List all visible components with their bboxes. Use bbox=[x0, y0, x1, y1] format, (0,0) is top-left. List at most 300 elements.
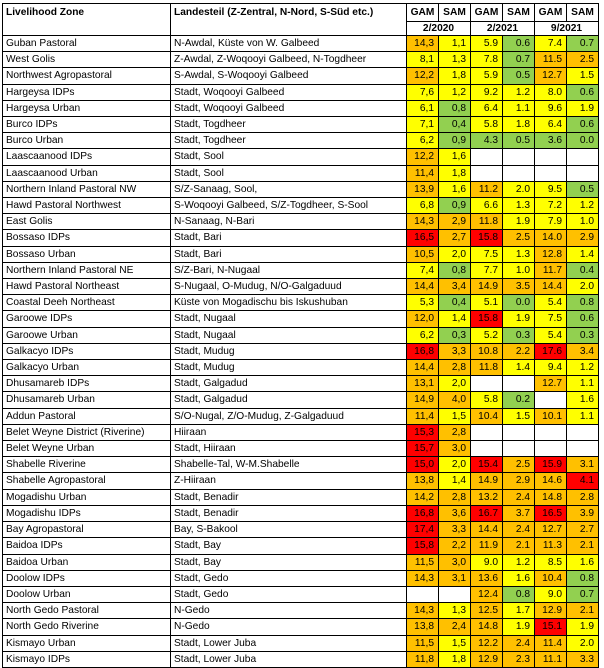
sam-2020-cell: 2,0 bbox=[439, 376, 471, 392]
sam-2020-cell: 2,7 bbox=[439, 230, 471, 246]
zone-cell: Hawd Pastoral Northwest bbox=[3, 198, 171, 214]
sam-2020-cell: 2,8 bbox=[439, 360, 471, 376]
sam-feb2021-cell: 2.5 bbox=[503, 457, 535, 473]
gam-feb2021-cell bbox=[471, 424, 503, 440]
sam-2020-cell: 4,0 bbox=[439, 392, 471, 408]
sam-feb2021-cell: 2.2 bbox=[503, 343, 535, 359]
region-cell: Hiiraan bbox=[171, 424, 407, 440]
zone-cell: Belet Weyne District (Riverine) bbox=[3, 424, 171, 440]
region-cell: Stadt, Mudug bbox=[171, 343, 407, 359]
sam-sep2021-cell: 2.9 bbox=[567, 230, 599, 246]
gam-2020-cell: 16,8 bbox=[407, 343, 439, 359]
gam-2020-cell: 14,3 bbox=[407, 36, 439, 52]
table-row bbox=[3, 246, 599, 262]
gam-sep2021-cell: 17.6 bbox=[535, 343, 567, 359]
gam-2020-cell: 16,5 bbox=[407, 230, 439, 246]
sam-feb2021-cell: 1.3 bbox=[503, 198, 535, 214]
zone-cell: Addun Pastoral bbox=[3, 408, 171, 424]
zone-cell: Hawd Pastoral Northeast bbox=[3, 279, 171, 295]
gam-feb2021-cell: 12.5 bbox=[471, 603, 503, 619]
zone-cell: Doolow Urban bbox=[3, 586, 171, 602]
region-cell: Shabelle-Tal, W-M.Shabelle bbox=[171, 457, 407, 473]
gam-2020-cell bbox=[407, 586, 439, 602]
gam-2020-cell: 6,1 bbox=[407, 100, 439, 116]
sam-2020-cell: 1,3 bbox=[439, 52, 471, 68]
sam-2020-cell: 1,8 bbox=[439, 165, 471, 181]
sam-sep2021-cell: 0.6 bbox=[567, 311, 599, 327]
sam-feb2021-cell: 1.8 bbox=[503, 117, 535, 133]
sam-feb2021-cell: 1.5 bbox=[503, 408, 535, 424]
region-cell: Stadt, Benadir bbox=[171, 505, 407, 521]
header-gam-1: GAM bbox=[407, 4, 439, 22]
gam-feb2021-cell: 7.8 bbox=[471, 52, 503, 68]
region-cell: Stadt, Sool bbox=[171, 149, 407, 165]
region-cell: Z-Hiiraan bbox=[171, 473, 407, 489]
sam-feb2021-cell: 0.5 bbox=[503, 68, 535, 84]
gam-feb2021-cell bbox=[471, 441, 503, 457]
region-cell: Stadt, Togdheer bbox=[171, 133, 407, 149]
sam-2020-cell: 1,8 bbox=[439, 68, 471, 84]
sam-sep2021-cell: 2.5 bbox=[567, 52, 599, 68]
gam-feb2021-cell: 11.8 bbox=[471, 214, 503, 230]
sam-2020-cell: 0,8 bbox=[439, 100, 471, 116]
table-row bbox=[3, 586, 599, 602]
sam-sep2021-cell bbox=[567, 424, 599, 440]
zone-cell: Shabelle Agropastoral bbox=[3, 473, 171, 489]
gam-2020-cell: 13,9 bbox=[407, 181, 439, 197]
sam-2020-cell: 1,6 bbox=[439, 181, 471, 197]
gam-sep2021-cell: 7.4 bbox=[535, 36, 567, 52]
table-row bbox=[3, 651, 599, 667]
sam-2020-cell: 2,8 bbox=[439, 489, 471, 505]
sam-sep2021-cell: 2.7 bbox=[567, 522, 599, 538]
sam-2020-cell: 3,1 bbox=[439, 570, 471, 586]
gam-sep2021-cell: 12.8 bbox=[535, 246, 567, 262]
sam-sep2021-cell: 3.3 bbox=[567, 651, 599, 667]
zone-cell: Shabelle Riverine bbox=[3, 457, 171, 473]
region-cell: Stadt, Bari bbox=[171, 230, 407, 246]
gam-sep2021-cell bbox=[535, 424, 567, 440]
sam-feb2021-cell bbox=[503, 165, 535, 181]
gam-sep2021-cell: 11.1 bbox=[535, 651, 567, 667]
sam-sep2021-cell bbox=[567, 441, 599, 457]
gam-feb2021-cell: 14.9 bbox=[471, 279, 503, 295]
gam-feb2021-cell bbox=[471, 376, 503, 392]
header-gam-2: GAM bbox=[471, 4, 503, 22]
gam-sep2021-cell: 12.7 bbox=[535, 68, 567, 84]
table-row bbox=[3, 635, 599, 651]
sam-2020-cell: 3,4 bbox=[439, 279, 471, 295]
table-row bbox=[3, 538, 599, 554]
gam-sep2021-cell: 8.0 bbox=[535, 84, 567, 100]
sam-sep2021-cell: 3.4 bbox=[567, 343, 599, 359]
gam-sep2021-cell: 14.0 bbox=[535, 230, 567, 246]
gam-2020-cell: 14,2 bbox=[407, 489, 439, 505]
gam-feb2021-cell: 13.6 bbox=[471, 570, 503, 586]
gam-2020-cell: 13,8 bbox=[407, 619, 439, 635]
sam-feb2021-cell: 2.4 bbox=[503, 522, 535, 538]
gam-sep2021-cell: 9.0 bbox=[535, 586, 567, 602]
region-cell: Bay, S-Bakool bbox=[171, 522, 407, 538]
gam-sep2021-cell: 12.9 bbox=[535, 603, 567, 619]
table-row bbox=[3, 262, 599, 278]
gam-sep2021-cell: 11.4 bbox=[535, 635, 567, 651]
gam-2020-cell: 6,8 bbox=[407, 198, 439, 214]
sam-feb2021-cell: 2.9 bbox=[503, 473, 535, 489]
gam-2020-cell: 6,2 bbox=[407, 133, 439, 149]
gam-2020-cell: 14,3 bbox=[407, 570, 439, 586]
sam-2020-cell: 3,0 bbox=[439, 441, 471, 457]
sam-feb2021-cell: 3.7 bbox=[503, 505, 535, 521]
sam-feb2021-cell: 1.9 bbox=[503, 311, 535, 327]
sam-sep2021-cell: 0.8 bbox=[567, 295, 599, 311]
gam-sep2021-cell: 14.8 bbox=[535, 489, 567, 505]
sam-2020-cell: 0,8 bbox=[439, 262, 471, 278]
zone-cell: Laascaanood Urban bbox=[3, 165, 171, 181]
sam-2020-cell: 1,4 bbox=[439, 473, 471, 489]
sam-sep2021-cell: 0.4 bbox=[567, 262, 599, 278]
sam-2020-cell bbox=[439, 586, 471, 602]
sam-2020-cell: 2,0 bbox=[439, 246, 471, 262]
zone-cell: Mogadishu Urban bbox=[3, 489, 171, 505]
header-gam-3: GAM bbox=[535, 4, 567, 22]
sam-feb2021-cell: 1.0 bbox=[503, 262, 535, 278]
header-sam-3: SAM bbox=[567, 4, 599, 22]
table-row bbox=[3, 52, 599, 68]
table-row bbox=[3, 230, 599, 246]
region-cell: Stadt, Mudug bbox=[171, 360, 407, 376]
region-cell: Stadt, Togdheer bbox=[171, 117, 407, 133]
zone-cell: North Gedo Riverine bbox=[3, 619, 171, 635]
gam-feb2021-cell: 11.2 bbox=[471, 181, 503, 197]
table-row bbox=[3, 214, 599, 230]
gam-feb2021-cell bbox=[471, 149, 503, 165]
header-period-2: 2/2021 bbox=[471, 22, 535, 36]
sam-sep2021-cell: 0.0 bbox=[567, 133, 599, 149]
gam-2020-cell: 11,4 bbox=[407, 408, 439, 424]
gam-2020-cell: 14,9 bbox=[407, 392, 439, 408]
gam-feb2021-cell: 7.7 bbox=[471, 262, 503, 278]
sam-2020-cell: 3,3 bbox=[439, 522, 471, 538]
sam-sep2021-cell: 2.8 bbox=[567, 489, 599, 505]
header-sam-1: SAM bbox=[439, 4, 471, 22]
sam-sep2021-cell: 0.5 bbox=[567, 181, 599, 197]
sam-feb2021-cell: 2.3 bbox=[503, 651, 535, 667]
table-row bbox=[3, 441, 599, 457]
header-zone: Livelihood Zone bbox=[3, 4, 171, 36]
table-row bbox=[3, 457, 599, 473]
region-cell: N-Gedo bbox=[171, 603, 407, 619]
sam-feb2021-cell: 2.0 bbox=[503, 181, 535, 197]
gam-2020-cell: 5,3 bbox=[407, 295, 439, 311]
region-cell: Stadt, Nugaal bbox=[171, 327, 407, 343]
gam-sep2021-cell: 7.2 bbox=[535, 198, 567, 214]
gam-feb2021-cell: 14.8 bbox=[471, 619, 503, 635]
gam-2020-cell: 14,3 bbox=[407, 603, 439, 619]
table-row bbox=[3, 68, 599, 84]
sam-2020-cell: 1,1 bbox=[439, 36, 471, 52]
sam-2020-cell: 3,0 bbox=[439, 554, 471, 570]
sam-sep2021-cell: 2.1 bbox=[567, 538, 599, 554]
sam-feb2021-cell: 0.3 bbox=[503, 327, 535, 343]
zone-cell: Baidoa Urban bbox=[3, 554, 171, 570]
gam-2020-cell: 12,2 bbox=[407, 149, 439, 165]
gam-2020-cell: 13,8 bbox=[407, 473, 439, 489]
sam-sep2021-cell: 0.6 bbox=[567, 117, 599, 133]
header-period-3: 9/2021 bbox=[535, 22, 599, 36]
table-row bbox=[3, 360, 599, 376]
sam-2020-cell: 1,5 bbox=[439, 635, 471, 651]
table-row bbox=[3, 100, 599, 116]
gam-sep2021-cell: 3.6 bbox=[535, 133, 567, 149]
zone-cell: Hargeysa IDPs bbox=[3, 84, 171, 100]
sam-feb2021-cell: 0.2 bbox=[503, 392, 535, 408]
gam-2020-cell: 11,4 bbox=[407, 165, 439, 181]
sam-sep2021-cell: 1.5 bbox=[567, 68, 599, 84]
region-cell: S-Nugaal, O-Mudug, N/O-Galgaduud bbox=[171, 279, 407, 295]
sam-feb2021-cell: 0.5 bbox=[503, 133, 535, 149]
gam-2020-cell: 12,0 bbox=[407, 311, 439, 327]
region-cell: Stadt, Hiiraan bbox=[171, 441, 407, 457]
gam-sep2021-cell: 15.9 bbox=[535, 457, 567, 473]
zone-cell: Baidoa IDPs bbox=[3, 538, 171, 554]
sam-feb2021-cell: 0.6 bbox=[503, 36, 535, 52]
gam-feb2021-cell: 5.9 bbox=[471, 68, 503, 84]
gam-2020-cell: 8,1 bbox=[407, 52, 439, 68]
table-row bbox=[3, 36, 599, 52]
zone-cell: West Golis bbox=[3, 52, 171, 68]
gam-2020-cell: 14,3 bbox=[407, 214, 439, 230]
gam-feb2021-cell: 12.9 bbox=[471, 651, 503, 667]
sam-feb2021-cell: 0.8 bbox=[503, 586, 535, 602]
sam-sep2021-cell: 1.2 bbox=[567, 198, 599, 214]
sam-2020-cell: 3,6 bbox=[439, 505, 471, 521]
zone-cell: Galkacyo Urban bbox=[3, 360, 171, 376]
sam-feb2021-cell: 2.5 bbox=[503, 230, 535, 246]
region-cell: Stadt, Benadir bbox=[171, 489, 407, 505]
header-sam-2: SAM bbox=[503, 4, 535, 22]
gam-sep2021-cell: 15.1 bbox=[535, 619, 567, 635]
gam-sep2021-cell: 11.5 bbox=[535, 52, 567, 68]
gam-feb2021-cell: 14.9 bbox=[471, 473, 503, 489]
gam-sep2021-cell: 11.7 bbox=[535, 262, 567, 278]
zone-cell: Doolow IDPs bbox=[3, 570, 171, 586]
sam-2020-cell: 0,4 bbox=[439, 117, 471, 133]
zone-cell: Garoowe IDPs bbox=[3, 311, 171, 327]
sam-2020-cell: 0,9 bbox=[439, 133, 471, 149]
gam-sep2021-cell: 14.4 bbox=[535, 279, 567, 295]
table-row bbox=[3, 165, 599, 181]
gam-sep2021-cell: 11.3 bbox=[535, 538, 567, 554]
gam-2020-cell: 6,2 bbox=[407, 327, 439, 343]
sam-feb2021-cell: 1.1 bbox=[503, 100, 535, 116]
table-row bbox=[3, 376, 599, 392]
region-cell: Stadt, Gedo bbox=[171, 570, 407, 586]
gam-sep2021-cell bbox=[535, 441, 567, 457]
table-row bbox=[3, 84, 599, 100]
sam-sep2021-cell: 0.8 bbox=[567, 570, 599, 586]
zone-cell: East Golis bbox=[3, 214, 171, 230]
gam-sep2021-cell: 8.5 bbox=[535, 554, 567, 570]
sam-sep2021-cell: 1.9 bbox=[567, 619, 599, 635]
gam-2020-cell: 14,4 bbox=[407, 279, 439, 295]
zone-cell: Laascaanood IDPs bbox=[3, 149, 171, 165]
gam-2020-cell: 10,5 bbox=[407, 246, 439, 262]
gam-feb2021-cell: 9.2 bbox=[471, 84, 503, 100]
gam-sep2021-cell: 14.6 bbox=[535, 473, 567, 489]
sam-sep2021-cell: 4.1 bbox=[567, 473, 599, 489]
gam-sep2021-cell: 16.5 bbox=[535, 505, 567, 521]
table-row bbox=[3, 505, 599, 521]
table-row bbox=[3, 133, 599, 149]
region-cell: N-Gedo bbox=[171, 619, 407, 635]
sam-feb2021-cell: 1.9 bbox=[503, 619, 535, 635]
table-row bbox=[3, 554, 599, 570]
gam-2020-cell: 15,0 bbox=[407, 457, 439, 473]
gam-feb2021-cell: 12.2 bbox=[471, 635, 503, 651]
table-row bbox=[3, 489, 599, 505]
sam-sep2021-cell: 1.6 bbox=[567, 392, 599, 408]
sam-sep2021-cell: 1.1 bbox=[567, 376, 599, 392]
gam-2020-cell: 11,8 bbox=[407, 651, 439, 667]
sam-feb2021-cell bbox=[503, 376, 535, 392]
gam-feb2021-cell: 5.8 bbox=[471, 117, 503, 133]
gam-2020-cell: 15,3 bbox=[407, 424, 439, 440]
sam-2020-cell: 0,3 bbox=[439, 327, 471, 343]
zone-cell: Mogadishu IDPs bbox=[3, 505, 171, 521]
sam-2020-cell: 1,4 bbox=[439, 311, 471, 327]
region-cell: N-Awdal, Küste von W. Galbeed bbox=[171, 36, 407, 52]
gam-sep2021-cell: 9.6 bbox=[535, 100, 567, 116]
gam-sep2021-cell: 7.9 bbox=[535, 214, 567, 230]
sam-sep2021-cell: 1.4 bbox=[567, 246, 599, 262]
sam-sep2021-cell: 1.1 bbox=[567, 408, 599, 424]
table-row bbox=[3, 522, 599, 538]
header-period-1: 2/2020 bbox=[407, 22, 471, 36]
table-row bbox=[3, 181, 599, 197]
region-cell: Küste von Mogadischu bis Iskushuban bbox=[171, 295, 407, 311]
region-cell: S-Awdal, S-Woqooyi Galbeed bbox=[171, 68, 407, 84]
sam-sep2021-cell: 1.2 bbox=[567, 360, 599, 376]
zone-cell: Belet Weyne Urban bbox=[3, 441, 171, 457]
sam-feb2021-cell: 0.0 bbox=[503, 295, 535, 311]
gam-feb2021-cell: 16.7 bbox=[471, 505, 503, 521]
sam-2020-cell: 1,5 bbox=[439, 408, 471, 424]
sam-sep2021-cell: 2.0 bbox=[567, 635, 599, 651]
region-cell: Stadt, Nugaal bbox=[171, 311, 407, 327]
sam-2020-cell: 0,4 bbox=[439, 295, 471, 311]
table-row bbox=[3, 473, 599, 489]
sam-feb2021-cell bbox=[503, 149, 535, 165]
gam-2020-cell: 7,6 bbox=[407, 84, 439, 100]
zone-cell: Dhusamareb Urban bbox=[3, 392, 171, 408]
gam-2020-cell: 7,1 bbox=[407, 117, 439, 133]
gam-sep2021-cell bbox=[535, 149, 567, 165]
region-cell: Stadt, Sool bbox=[171, 165, 407, 181]
table-row bbox=[3, 343, 599, 359]
gam-2020-cell: 16,8 bbox=[407, 505, 439, 521]
gam-feb2021-cell: 15.4 bbox=[471, 457, 503, 473]
region-cell: Stadt, Galgadud bbox=[171, 392, 407, 408]
gam-feb2021-cell: 5.1 bbox=[471, 295, 503, 311]
region-cell: Stadt, Woqooyi Galbeed bbox=[171, 84, 407, 100]
zone-cell: Bay Agropastoral bbox=[3, 522, 171, 538]
gam-feb2021-cell: 12.4 bbox=[471, 586, 503, 602]
sam-sep2021-cell: 0.3 bbox=[567, 327, 599, 343]
sam-sep2021-cell: 1.6 bbox=[567, 554, 599, 570]
gam-2020-cell: 15,7 bbox=[407, 441, 439, 457]
gam-2020-cell: 7,4 bbox=[407, 262, 439, 278]
region-cell: Stadt, Galgadud bbox=[171, 376, 407, 392]
gam-feb2021-cell: 13.2 bbox=[471, 489, 503, 505]
sam-sep2021-cell: 1.0 bbox=[567, 214, 599, 230]
region-cell: Stadt, Bari bbox=[171, 246, 407, 262]
sam-2020-cell: 2,4 bbox=[439, 619, 471, 635]
gam-feb2021-cell: 5.2 bbox=[471, 327, 503, 343]
zone-cell: Bossaso IDPs bbox=[3, 230, 171, 246]
table-row bbox=[3, 603, 599, 619]
region-cell: Stadt, Bay bbox=[171, 538, 407, 554]
table-row bbox=[3, 408, 599, 424]
sam-feb2021-cell: 3.5 bbox=[503, 279, 535, 295]
sam-feb2021-cell bbox=[503, 424, 535, 440]
region-cell: S/O-Nugal, Z/O-Mudug, Z-Galgaduud bbox=[171, 408, 407, 424]
gam-feb2021-cell: 6.6 bbox=[471, 198, 503, 214]
sam-feb2021-cell: 1.4 bbox=[503, 360, 535, 376]
gam-2020-cell: 15,8 bbox=[407, 538, 439, 554]
sam-feb2021-cell: 1.6 bbox=[503, 570, 535, 586]
zone-cell: Northern Inland Pastoral NE bbox=[3, 262, 171, 278]
gam-sep2021-cell bbox=[535, 392, 567, 408]
region-cell: Stadt, Lower Juba bbox=[171, 651, 407, 667]
sam-2020-cell: 2,0 bbox=[439, 457, 471, 473]
gam-feb2021-cell: 7.5 bbox=[471, 246, 503, 262]
region-cell: N-Sanaag, N-Bari bbox=[171, 214, 407, 230]
zone-cell: Burco Urban bbox=[3, 133, 171, 149]
gam-2020-cell: 11,5 bbox=[407, 635, 439, 651]
gam-feb2021-cell: 6.4 bbox=[471, 100, 503, 116]
sam-sep2021-cell: 1.9 bbox=[567, 100, 599, 116]
gam-sep2021-cell: 6.4 bbox=[535, 117, 567, 133]
zone-cell: Dhusamareb IDPs bbox=[3, 376, 171, 392]
sam-feb2021-cell bbox=[503, 441, 535, 457]
zone-cell: Kismayo Urban bbox=[3, 635, 171, 651]
sam-2020-cell: 1,3 bbox=[439, 603, 471, 619]
gam-feb2021-cell: 10.8 bbox=[471, 343, 503, 359]
gam-feb2021-cell: 4.3 bbox=[471, 133, 503, 149]
gam-feb2021-cell: 14.4 bbox=[471, 522, 503, 538]
gam-2020-cell: 12,2 bbox=[407, 68, 439, 84]
gam-sep2021-cell bbox=[535, 165, 567, 181]
gam-2020-cell: 13,1 bbox=[407, 376, 439, 392]
gam-feb2021-cell: 5.8 bbox=[471, 392, 503, 408]
sam-feb2021-cell: 1.2 bbox=[503, 554, 535, 570]
gam-sep2021-cell: 7.5 bbox=[535, 311, 567, 327]
region-cell: Stadt, Woqooyi Galbeed bbox=[171, 100, 407, 116]
header-region: Landesteil (Z-Zentral, N-Nord, S-Süd etc.) bbox=[171, 4, 407, 36]
zone-cell: Kismayo IDPs bbox=[3, 651, 171, 667]
region-cell: Stadt, Gedo bbox=[171, 586, 407, 602]
table-row bbox=[3, 619, 599, 635]
sam-2020-cell: 2,2 bbox=[439, 538, 471, 554]
region-cell: S/Z-Sanaag, Sool, bbox=[171, 181, 407, 197]
gam-feb2021-cell: 10.4 bbox=[471, 408, 503, 424]
sam-sep2021-cell: 0.6 bbox=[567, 84, 599, 100]
sam-sep2021-cell: 0.7 bbox=[567, 586, 599, 602]
region-cell: S-Woqooyi Galbeed, S/Z-Togdheer, S-Sool bbox=[171, 198, 407, 214]
sam-sep2021-cell: 0.7 bbox=[567, 36, 599, 52]
sam-sep2021-cell: 3.9 bbox=[567, 505, 599, 521]
